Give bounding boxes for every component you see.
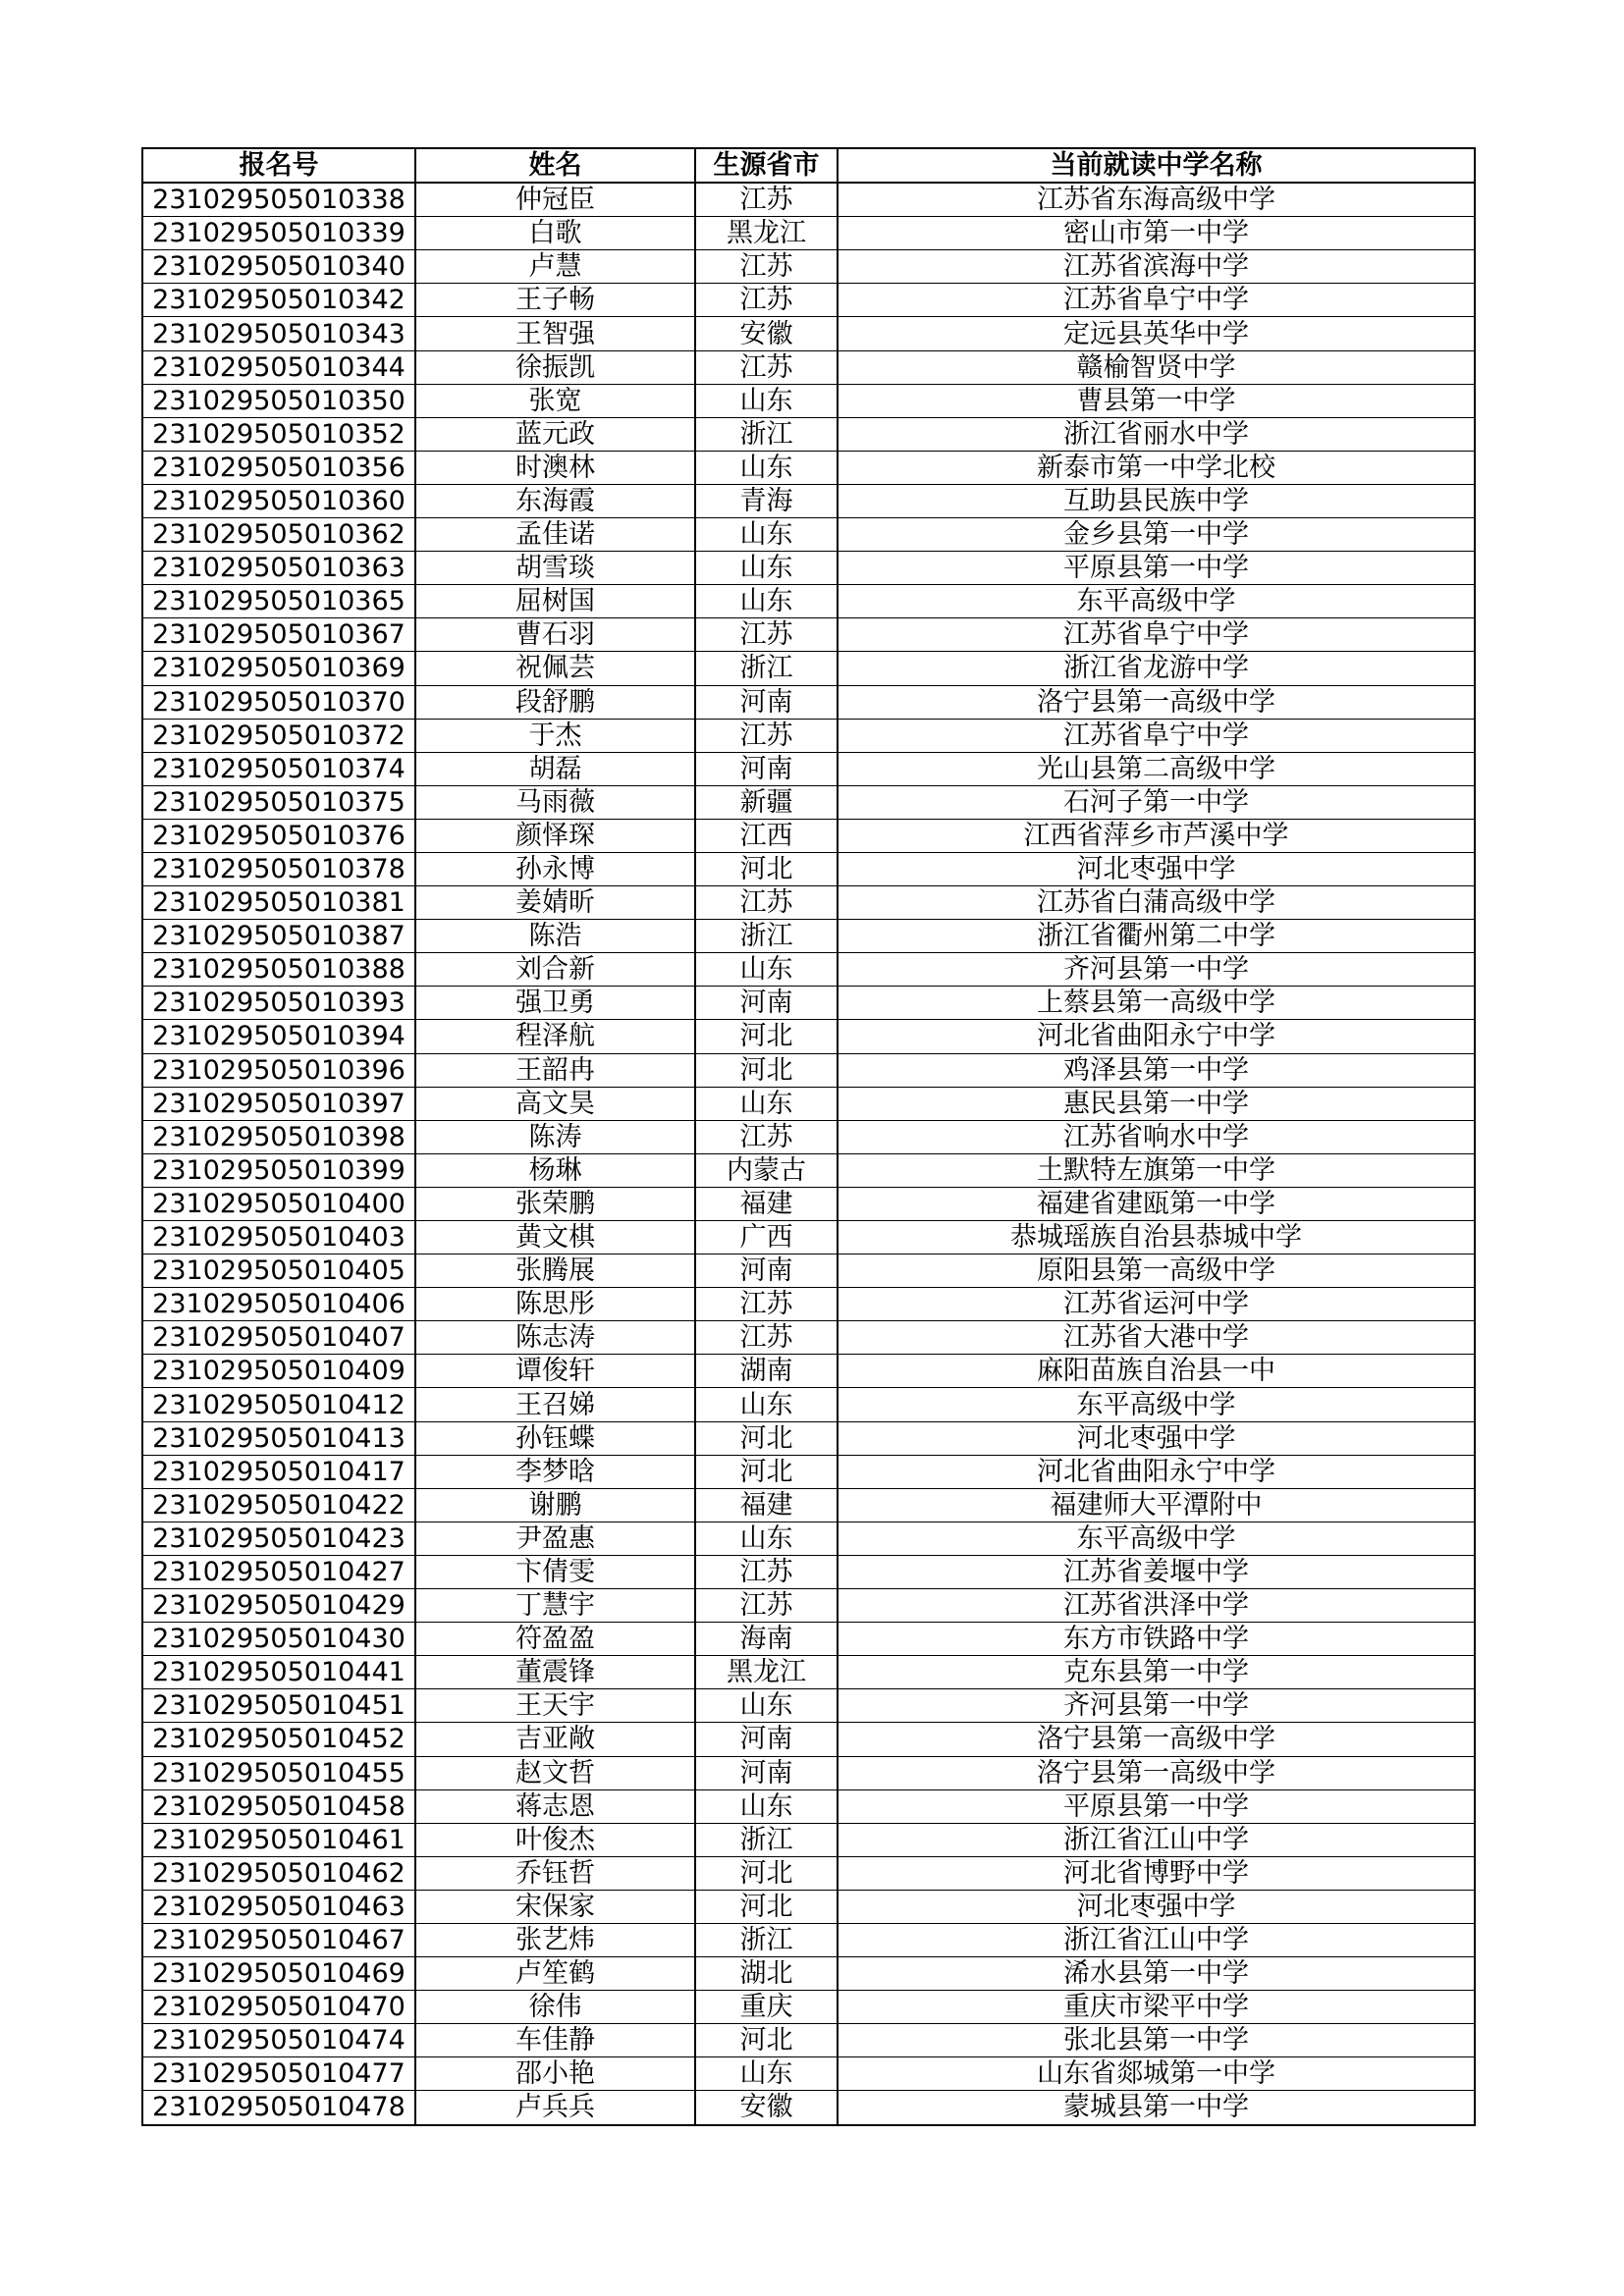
cell-province: 江苏 — [695, 618, 838, 652]
table-row — [142, 1187, 1475, 1220]
table-row — [142, 1957, 1475, 1991]
cell-name: 程泽航 — [415, 1020, 695, 1053]
table-row — [142, 1723, 1475, 1756]
cell-registration-number: 231029505010394 — [142, 1020, 415, 1053]
cell-school: 浙江省丽水中学 — [838, 417, 1475, 451]
cell-name: 符盈盈 — [415, 1623, 695, 1656]
header-name: 姓名 — [415, 148, 695, 183]
table-row — [142, 920, 1475, 953]
cell-name: 屈树国 — [415, 585, 695, 618]
cell-registration-number: 231029505010467 — [142, 1923, 415, 1956]
cell-registration-number: 231029505010344 — [142, 350, 415, 384]
cell-school: 江苏省阜宁中学 — [838, 284, 1475, 317]
cell-name: 叶俊杰 — [415, 1823, 695, 1856]
cell-province: 山东 — [695, 1388, 838, 1421]
cell-registration-number: 231029505010417 — [142, 1455, 415, 1488]
table-row — [142, 384, 1475, 417]
cell-registration-number: 231029505010363 — [142, 552, 415, 585]
cell-province: 山东 — [695, 384, 838, 417]
cell-registration-number: 231029505010474 — [142, 2024, 415, 2057]
cell-name: 徐伟 — [415, 1991, 695, 2024]
cell-province: 山东 — [695, 451, 838, 484]
cell-school: 齐河县第一中学 — [838, 953, 1475, 987]
table-row — [142, 685, 1475, 719]
cell-name: 强卫勇 — [415, 987, 695, 1020]
table-row — [142, 2024, 1475, 2057]
cell-name: 黄文棋 — [415, 1221, 695, 1255]
cell-school: 石河子第一中学 — [838, 785, 1475, 819]
cell-province: 山东 — [695, 1087, 838, 1120]
cell-name: 陈思彤 — [415, 1288, 695, 1321]
table-row — [142, 1020, 1475, 1053]
cell-registration-number: 231029505010387 — [142, 920, 415, 953]
cell-province: 江苏 — [695, 886, 838, 920]
cell-name: 刘合新 — [415, 953, 695, 987]
cell-name: 杨琳 — [415, 1153, 695, 1187]
cell-registration-number: 231029505010409 — [142, 1355, 415, 1388]
cell-registration-number: 231029505010461 — [142, 1823, 415, 1856]
cell-name: 蒋志恩 — [415, 1789, 695, 1823]
cell-school: 蒙城县第一中学 — [838, 2091, 1475, 2125]
cell-registration-number: 231029505010360 — [142, 484, 415, 517]
cell-registration-number: 231029505010381 — [142, 886, 415, 920]
cell-name: 王韶冉 — [415, 1053, 695, 1087]
cell-name: 张腾展 — [415, 1255, 695, 1288]
cell-name: 孟佳诺 — [415, 518, 695, 552]
cell-school: 江苏省滨海中学 — [838, 250, 1475, 284]
cell-registration-number: 231029505010441 — [142, 1656, 415, 1689]
cell-province: 河北 — [695, 1890, 838, 1923]
cell-registration-number: 231029505010365 — [142, 585, 415, 618]
cell-registration-number: 231029505010378 — [142, 852, 415, 885]
table-row — [142, 1756, 1475, 1789]
cell-province: 浙江 — [695, 1923, 838, 1956]
cell-school: 江苏省姜堰中学 — [838, 1555, 1475, 1588]
cell-school: 新泰市第一中学北校 — [838, 451, 1475, 484]
cell-school: 麻阳苗族自治县一中 — [838, 1355, 1475, 1388]
cell-school: 土默特左旗第一中学 — [838, 1153, 1475, 1187]
cell-school: 重庆市梁平中学 — [838, 1991, 1475, 2024]
cell-province: 河北 — [695, 2024, 838, 2057]
table-row — [142, 585, 1475, 618]
cell-registration-number: 231029505010455 — [142, 1756, 415, 1789]
table-row — [142, 2057, 1475, 2091]
cell-name: 高文昊 — [415, 1087, 695, 1120]
cell-name: 段舒鹏 — [415, 685, 695, 719]
roster-body — [142, 183, 1475, 2124]
cell-registration-number: 231029505010407 — [142, 1321, 415, 1355]
cell-province: 内蒙古 — [695, 1153, 838, 1187]
cell-school: 浙江省江山中学 — [838, 1923, 1475, 1956]
cell-name: 于杰 — [415, 719, 695, 752]
cell-name: 胡雪琰 — [415, 552, 695, 585]
cell-registration-number: 231029505010478 — [142, 2091, 415, 2125]
table-row — [142, 250, 1475, 284]
cell-province: 山东 — [695, 953, 838, 987]
table-row — [142, 217, 1475, 250]
table-row — [142, 417, 1475, 451]
cell-province: 河南 — [695, 752, 838, 785]
cell-name: 卢兵兵 — [415, 2091, 695, 2125]
cell-province: 福建 — [695, 1187, 838, 1220]
cell-province: 江苏 — [695, 719, 838, 752]
cell-school: 洛宁县第一高级中学 — [838, 1756, 1475, 1789]
cell-registration-number: 231029505010362 — [142, 518, 415, 552]
cell-name: 姜婧昕 — [415, 886, 695, 920]
cell-school: 江苏省响水中学 — [838, 1120, 1475, 1153]
cell-name: 丁慧宇 — [415, 1589, 695, 1623]
cell-province: 湖北 — [695, 1957, 838, 1991]
cell-school: 河北枣强中学 — [838, 1421, 1475, 1455]
cell-name: 吉亚敞 — [415, 1723, 695, 1756]
cell-province: 浙江 — [695, 652, 838, 685]
cell-school: 浙江省江山中学 — [838, 1823, 1475, 1856]
cell-school: 江苏省大港中学 — [838, 1321, 1475, 1355]
cell-province: 浙江 — [695, 417, 838, 451]
cell-name: 赵文哲 — [415, 1756, 695, 1789]
cell-registration-number: 231029505010374 — [142, 752, 415, 785]
table-row — [142, 819, 1475, 852]
table-row — [142, 1923, 1475, 1956]
cell-school: 山东省郯城第一中学 — [838, 2057, 1475, 2091]
cell-name: 车佳静 — [415, 2024, 695, 2057]
table-row — [142, 1455, 1475, 1488]
roster-sheet — [141, 147, 1474, 2126]
cell-province: 安徽 — [695, 2091, 838, 2125]
table-row — [142, 451, 1475, 484]
table-row — [142, 484, 1475, 517]
cell-school: 河北枣强中学 — [838, 1890, 1475, 1923]
cell-province: 江苏 — [695, 1120, 838, 1153]
cell-province: 河南 — [695, 987, 838, 1020]
cell-school: 江苏省运河中学 — [838, 1288, 1475, 1321]
cell-school: 福建省建瓯第一中学 — [838, 1187, 1475, 1220]
cell-province: 浙江 — [695, 920, 838, 953]
cell-school: 密山市第一中学 — [838, 217, 1475, 250]
header-row — [142, 148, 1475, 183]
cell-name: 马雨薇 — [415, 785, 695, 819]
cell-school: 定远县英华中学 — [838, 317, 1475, 350]
cell-school: 原阳县第一高级中学 — [838, 1255, 1475, 1288]
table-row — [142, 1522, 1475, 1555]
cell-province: 江苏 — [695, 250, 838, 284]
header-province: 生源省市 — [695, 148, 838, 183]
cell-school: 恭城瑶族自治县恭城中学 — [838, 1221, 1475, 1255]
table-row — [142, 1589, 1475, 1623]
table-row — [142, 852, 1475, 885]
cell-registration-number: 231029505010350 — [142, 384, 415, 417]
cell-province: 黑龙江 — [695, 217, 838, 250]
cell-name: 孙钰蝶 — [415, 1421, 695, 1455]
cell-registration-number: 231029505010470 — [142, 1991, 415, 2024]
cell-name: 曹石羽 — [415, 618, 695, 652]
cell-name: 蓝元政 — [415, 417, 695, 451]
table-row — [142, 284, 1475, 317]
cell-registration-number: 231029505010342 — [142, 284, 415, 317]
table-row — [142, 719, 1475, 752]
cell-province: 青海 — [695, 484, 838, 517]
cell-registration-number: 231029505010376 — [142, 819, 415, 852]
cell-registration-number: 231029505010422 — [142, 1488, 415, 1522]
cell-province: 福建 — [695, 1488, 838, 1522]
cell-school: 曹县第一中学 — [838, 384, 1475, 417]
cell-school: 鸡泽县第一中学 — [838, 1053, 1475, 1087]
cell-province: 河南 — [695, 1723, 838, 1756]
table-row — [142, 518, 1475, 552]
cell-school: 平原县第一中学 — [838, 552, 1475, 585]
cell-name: 邵小艳 — [415, 2057, 695, 2091]
table-row — [142, 1856, 1475, 1890]
cell-province: 重庆 — [695, 1991, 838, 2024]
cell-name: 徐振凯 — [415, 350, 695, 384]
table-row — [142, 1153, 1475, 1187]
cell-registration-number: 231029505010338 — [142, 183, 415, 217]
table-row — [142, 1656, 1475, 1689]
cell-province: 湖南 — [695, 1355, 838, 1388]
cell-province: 江苏 — [695, 350, 838, 384]
cell-province: 浙江 — [695, 1823, 838, 1856]
cell-name: 谭俊轩 — [415, 1355, 695, 1388]
table-row — [142, 1053, 1475, 1087]
cell-registration-number: 231029505010396 — [142, 1053, 415, 1087]
cell-name: 王召娣 — [415, 1388, 695, 1421]
cell-name: 张荣鹏 — [415, 1187, 695, 1220]
table-row — [142, 552, 1475, 585]
cell-province: 河北 — [695, 1053, 838, 1087]
cell-province: 河北 — [695, 1020, 838, 1053]
table-row — [142, 752, 1475, 785]
cell-province: 江苏 — [695, 1555, 838, 1588]
cell-school: 东平高级中学 — [838, 1388, 1475, 1421]
cell-registration-number: 231029505010367 — [142, 618, 415, 652]
cell-school: 克东县第一中学 — [838, 1656, 1475, 1689]
cell-name: 仲冠臣 — [415, 183, 695, 217]
table-row — [142, 1388, 1475, 1421]
cell-registration-number: 231029505010352 — [142, 417, 415, 451]
cell-name: 谢鹏 — [415, 1488, 695, 1522]
cell-province: 广西 — [695, 1221, 838, 1255]
table-row — [142, 953, 1475, 987]
cell-registration-number: 231029505010423 — [142, 1522, 415, 1555]
cell-name: 胡磊 — [415, 752, 695, 785]
cell-name: 卢笙鹤 — [415, 1957, 695, 1991]
cell-province: 河北 — [695, 852, 838, 885]
cell-name: 卞倩雯 — [415, 1555, 695, 1588]
cell-school: 赣榆智贤中学 — [838, 350, 1475, 384]
cell-name: 白歌 — [415, 217, 695, 250]
cell-registration-number: 231029505010340 — [142, 250, 415, 284]
cell-name: 董震锋 — [415, 1656, 695, 1689]
cell-school: 互助县民族中学 — [838, 484, 1475, 517]
cell-school: 河北省曲阳永宁中学 — [838, 1020, 1475, 1053]
cell-registration-number: 231029505010469 — [142, 1957, 415, 1991]
table-row — [142, 183, 1475, 217]
table-row — [142, 2091, 1475, 2125]
cell-registration-number: 231029505010403 — [142, 1221, 415, 1255]
cell-registration-number: 231029505010375 — [142, 785, 415, 819]
cell-registration-number: 231029505010388 — [142, 953, 415, 987]
cell-province: 山东 — [695, 585, 838, 618]
cell-name: 陈志涛 — [415, 1321, 695, 1355]
cell-province: 江苏 — [695, 1321, 838, 1355]
cell-registration-number: 231029505010399 — [142, 1153, 415, 1187]
cell-name: 卢慧 — [415, 250, 695, 284]
cell-name: 时澳林 — [415, 451, 695, 484]
cell-registration-number: 231029505010427 — [142, 1555, 415, 1588]
table-row — [142, 1321, 1475, 1355]
cell-province: 黑龙江 — [695, 1656, 838, 1689]
cell-school: 江苏省东海高级中学 — [838, 183, 1475, 217]
table-row — [142, 1288, 1475, 1321]
cell-name: 陈浩 — [415, 920, 695, 953]
cell-name: 宋保家 — [415, 1890, 695, 1923]
cell-registration-number: 231029505010458 — [142, 1789, 415, 1823]
cell-province: 河南 — [695, 685, 838, 719]
cell-registration-number: 231029505010463 — [142, 1890, 415, 1923]
cell-school: 东平高级中学 — [838, 585, 1475, 618]
cell-school: 金乡县第一中学 — [838, 518, 1475, 552]
cell-registration-number: 231029505010370 — [142, 685, 415, 719]
cell-registration-number: 231029505010451 — [142, 1689, 415, 1723]
cell-registration-number: 231029505010393 — [142, 987, 415, 1020]
cell-school: 东方市铁路中学 — [838, 1623, 1475, 1656]
table-row — [142, 1890, 1475, 1923]
table-row — [142, 1221, 1475, 1255]
cell-province: 河北 — [695, 1455, 838, 1488]
cell-registration-number: 231029505010372 — [142, 719, 415, 752]
table-row — [142, 1689, 1475, 1723]
cell-school: 江苏省白蒲高级中学 — [838, 886, 1475, 920]
table-row — [142, 1355, 1475, 1388]
table-row — [142, 1991, 1475, 2024]
cell-name: 张宽 — [415, 384, 695, 417]
cell-name: 李梦晗 — [415, 1455, 695, 1488]
cell-province: 山东 — [695, 2057, 838, 2091]
table-row — [142, 987, 1475, 1020]
cell-school: 河北省博野中学 — [838, 1856, 1475, 1890]
table-row — [142, 1823, 1475, 1856]
cell-school: 江苏省洪泽中学 — [838, 1589, 1475, 1623]
table-row — [142, 1421, 1475, 1455]
cell-school: 光山县第二高级中学 — [838, 752, 1475, 785]
table-row — [142, 1488, 1475, 1522]
cell-province: 山东 — [695, 1522, 838, 1555]
cell-registration-number: 231029505010412 — [142, 1388, 415, 1421]
cell-school: 上蔡县第一高级中学 — [838, 987, 1475, 1020]
table-row — [142, 886, 1475, 920]
cell-registration-number: 231029505010413 — [142, 1421, 415, 1455]
table-row — [142, 317, 1475, 350]
cell-name: 孙永博 — [415, 852, 695, 885]
cell-registration-number: 231029505010369 — [142, 652, 415, 685]
cell-school: 齐河县第一中学 — [838, 1689, 1475, 1723]
cell-province: 河南 — [695, 1756, 838, 1789]
cell-province: 江苏 — [695, 183, 838, 217]
cell-school: 平原县第一中学 — [838, 1789, 1475, 1823]
cell-registration-number: 231029505010430 — [142, 1623, 415, 1656]
table-row — [142, 652, 1475, 685]
cell-name: 张艺炜 — [415, 1923, 695, 1956]
student-roster-table — [141, 147, 1476, 2126]
cell-registration-number: 231029505010462 — [142, 1856, 415, 1890]
cell-province: 山东 — [695, 552, 838, 585]
table-row — [142, 1087, 1475, 1120]
cell-registration-number: 231029505010343 — [142, 317, 415, 350]
cell-school: 河北省曲阳永宁中学 — [838, 1455, 1475, 1488]
header-registration-number: 报名号 — [142, 148, 415, 183]
table-row — [142, 1555, 1475, 1588]
cell-name: 王天宇 — [415, 1689, 695, 1723]
cell-school: 河北枣强中学 — [838, 852, 1475, 885]
cell-school: 浠水县第一中学 — [838, 1957, 1475, 1991]
cell-school: 张北县第一中学 — [838, 2024, 1475, 2057]
cell-province: 山东 — [695, 1689, 838, 1723]
cell-province: 山东 — [695, 1789, 838, 1823]
cell-name: 乔钰哲 — [415, 1856, 695, 1890]
cell-registration-number: 231029505010339 — [142, 217, 415, 250]
cell-registration-number: 231029505010452 — [142, 1723, 415, 1756]
cell-school: 洛宁县第一高级中学 — [838, 685, 1475, 719]
table-row — [142, 785, 1475, 819]
cell-school: 浙江省龙游中学 — [838, 652, 1475, 685]
cell-school: 江苏省阜宁中学 — [838, 719, 1475, 752]
cell-registration-number: 231029505010477 — [142, 2057, 415, 2091]
table-row — [142, 618, 1475, 652]
cell-province: 海南 — [695, 1623, 838, 1656]
cell-school: 江苏省阜宁中学 — [838, 618, 1475, 652]
cell-name: 王智强 — [415, 317, 695, 350]
cell-registration-number: 231029505010400 — [142, 1187, 415, 1220]
cell-school: 洛宁县第一高级中学 — [838, 1723, 1475, 1756]
cell-province: 河南 — [695, 1255, 838, 1288]
cell-province: 江西 — [695, 819, 838, 852]
cell-province: 安徽 — [695, 317, 838, 350]
cell-school: 惠民县第一中学 — [838, 1087, 1475, 1120]
cell-province: 江苏 — [695, 1589, 838, 1623]
cell-province: 新疆 — [695, 785, 838, 819]
cell-registration-number: 231029505010397 — [142, 1087, 415, 1120]
table-row — [142, 1789, 1475, 1823]
cell-province: 江苏 — [695, 1288, 838, 1321]
cell-province: 江苏 — [695, 284, 838, 317]
cell-province: 河北 — [695, 1856, 838, 1890]
cell-name: 王子畅 — [415, 284, 695, 317]
table-row — [142, 1623, 1475, 1656]
cell-registration-number: 231029505010406 — [142, 1288, 415, 1321]
cell-school: 东平高级中学 — [838, 1522, 1475, 1555]
cell-name: 颜怿琛 — [415, 819, 695, 852]
cell-province: 山东 — [695, 518, 838, 552]
cell-school: 江西省萍乡市芦溪中学 — [838, 819, 1475, 852]
header-school: 当前就读中学名称 — [838, 148, 1475, 183]
cell-registration-number: 231029505010405 — [142, 1255, 415, 1288]
cell-registration-number: 231029505010398 — [142, 1120, 415, 1153]
cell-registration-number: 231029505010429 — [142, 1589, 415, 1623]
cell-name: 东海霞 — [415, 484, 695, 517]
cell-registration-number: 231029505010356 — [142, 451, 415, 484]
cell-name: 陈涛 — [415, 1120, 695, 1153]
table-row — [142, 350, 1475, 384]
cell-province: 河北 — [695, 1421, 838, 1455]
cell-school: 福建师大平潭附中 — [838, 1488, 1475, 1522]
cell-school: 浙江省衢州第二中学 — [838, 920, 1475, 953]
cell-name: 祝佩芸 — [415, 652, 695, 685]
cell-name: 尹盈惠 — [415, 1522, 695, 1555]
table-row — [142, 1120, 1475, 1153]
table-row — [142, 1255, 1475, 1288]
